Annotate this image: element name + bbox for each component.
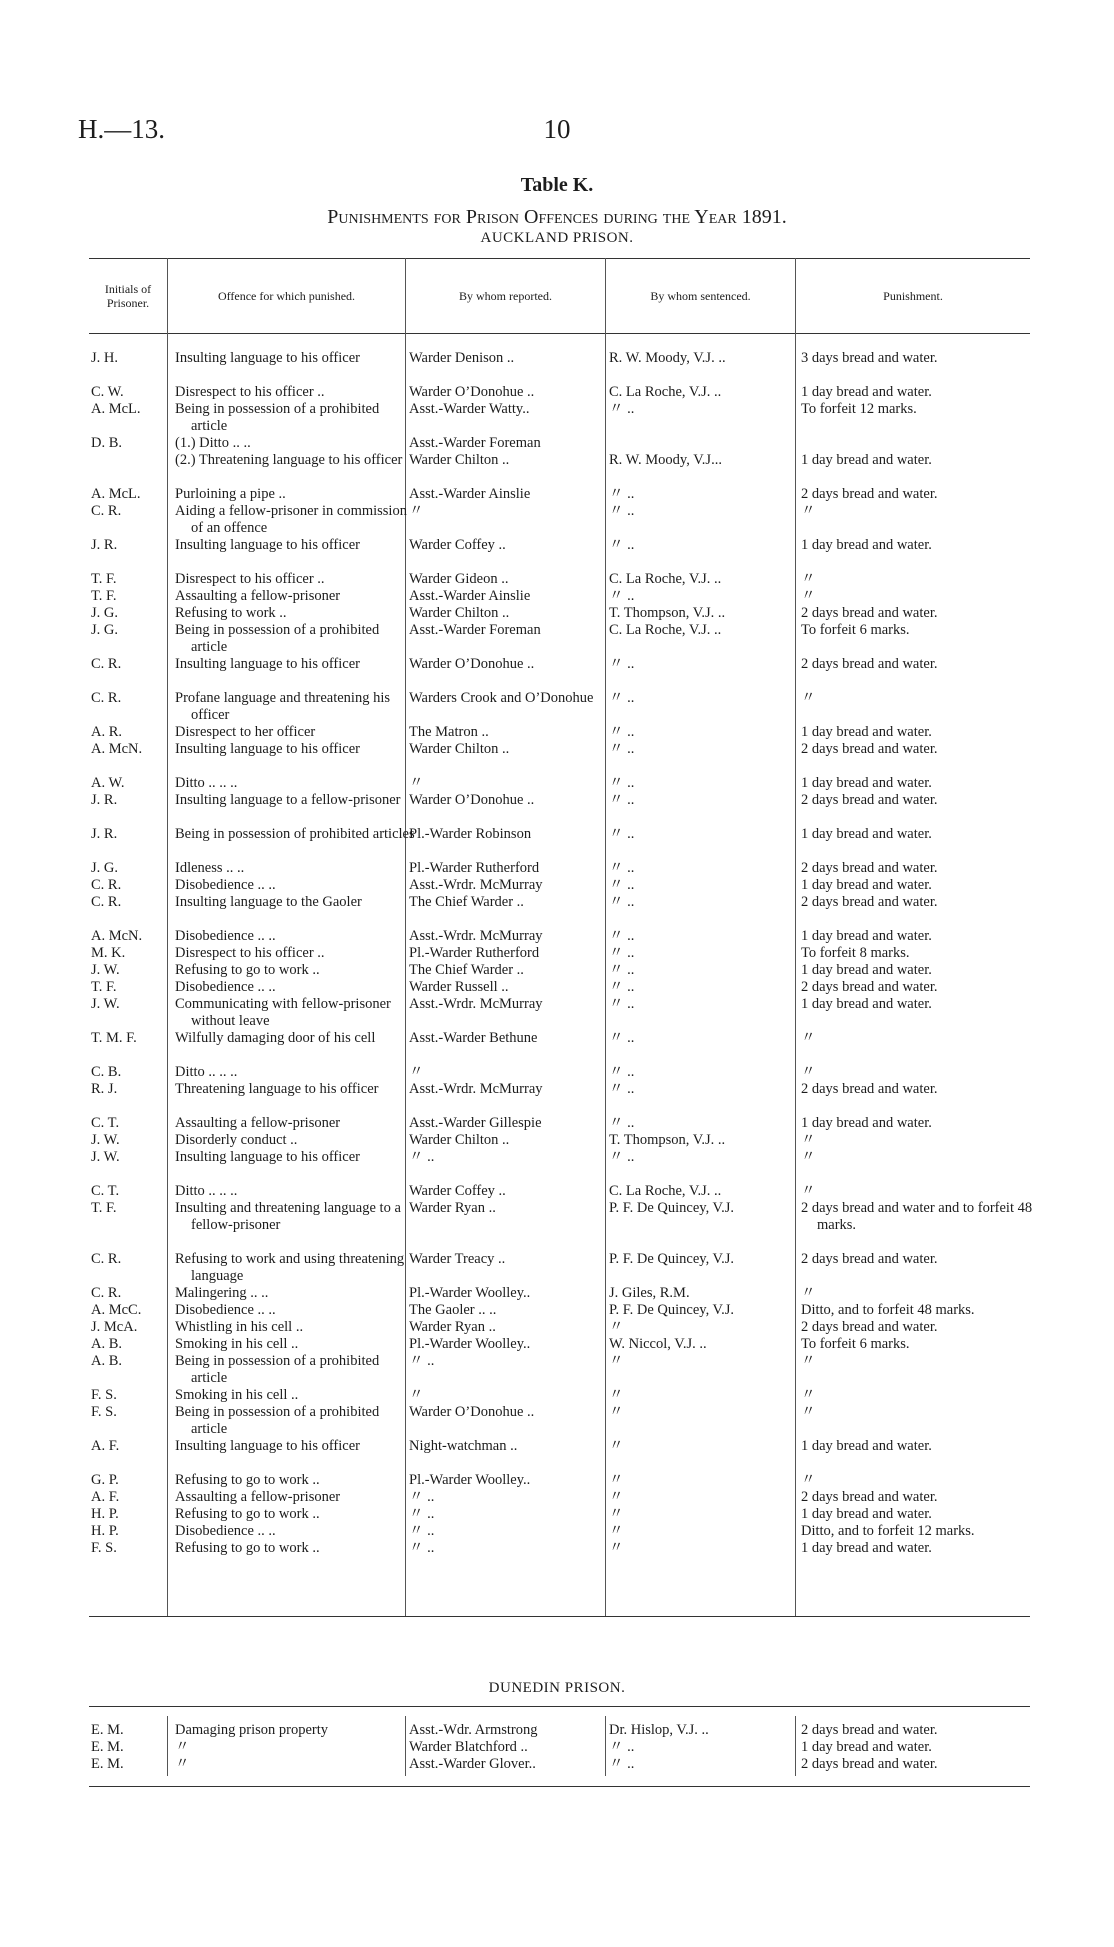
cell-reported-by: 〃 .. bbox=[409, 1523, 435, 1539]
cell-punishment: 1 day bread and water. bbox=[801, 452, 932, 468]
cell-initials: J. R. bbox=[91, 537, 118, 553]
cell-offence: Profane language and threatening his officer bbox=[175, 690, 391, 723]
cell-sentenced-by: R. W. Moody, V.J... bbox=[609, 452, 722, 468]
cell-initials: J. G. bbox=[91, 860, 118, 876]
cell-sentenced-by: 〃 bbox=[609, 1489, 624, 1505]
cell-offence: Disobedience .. .. bbox=[175, 928, 276, 944]
cell-offence: Smoking in his cell .. bbox=[175, 1387, 299, 1403]
cell-initials: T. F. bbox=[91, 1200, 117, 1216]
cell-reported-by: Pl.-Warder Rutherford bbox=[409, 945, 540, 961]
cell-initials: C. R. bbox=[91, 656, 122, 672]
cell-punishment: 2 days bread and water. bbox=[801, 741, 938, 757]
cell-punishment: 〃 bbox=[801, 1064, 816, 1080]
table-title: Table K. bbox=[520, 174, 594, 196]
cell-punishment: To forfeit 12 marks. bbox=[801, 401, 917, 417]
cell-offence: Assaulting a fellow-prisoner bbox=[175, 588, 341, 604]
cell-sentenced-by: 〃 .. bbox=[609, 503, 635, 519]
cell-punishment: 〃 bbox=[801, 571, 816, 587]
cell-punishment: 1 day bread and water. bbox=[801, 1438, 932, 1454]
cell-initials: E. M. bbox=[91, 1722, 124, 1738]
cell-initials: M. K. bbox=[91, 945, 126, 961]
header-reported: By whom reported. bbox=[459, 288, 552, 303]
cell-reported-by: Warder O’Donohue .. bbox=[409, 656, 535, 672]
cell-punishment: 1 day bread and water. bbox=[801, 724, 932, 740]
cell-offence: Insulting language to a fellow-prisoner bbox=[175, 792, 401, 808]
dunedin-table bbox=[89, 1706, 1030, 1790]
cell-sentenced-by: 〃 .. bbox=[609, 996, 635, 1012]
cell-offence: Assaulting a fellow-prisoner bbox=[175, 1489, 341, 1505]
cell-punishment: 〃 bbox=[801, 1404, 816, 1420]
cell-initials: J. R. bbox=[91, 792, 118, 808]
cell-sentenced-by: 〃 .. bbox=[609, 724, 635, 740]
cell-sentenced-by: 〃 .. bbox=[609, 928, 635, 944]
cell-punishment: 〃 bbox=[801, 1387, 816, 1403]
cell-offence: Ditto .. .. .. bbox=[175, 1183, 238, 1199]
cell-reported-by: Warder Gideon .. bbox=[409, 571, 509, 587]
cell-sentenced-by: 〃 .. bbox=[609, 792, 635, 808]
cell-offence: Being in possession of prohibited articles bbox=[175, 826, 415, 842]
cell-punishment: 2 days bread and water. bbox=[801, 894, 938, 910]
cell-initials: C. R. bbox=[91, 1251, 122, 1267]
cell-punishment: 1 day bread and water. bbox=[801, 1739, 932, 1755]
cell-reported-by: 〃 .. bbox=[409, 1353, 435, 1369]
header-offence: Offence for which punished. bbox=[217, 288, 356, 303]
cell-reported-by: Pl.-Warder Woolley.. bbox=[409, 1472, 531, 1488]
cell-reported-by: 〃 .. bbox=[409, 1540, 435, 1556]
cell-initials: F. S. bbox=[91, 1540, 117, 1556]
cell-punishment: Ditto, and to forfeit 12 marks. bbox=[801, 1523, 975, 1539]
auckland-table bbox=[89, 258, 1033, 1618]
cell-offence: Insulting language to his officer bbox=[175, 741, 360, 757]
cell-initials: C. R. bbox=[91, 894, 122, 910]
cell-initials: T. F. bbox=[91, 979, 117, 995]
cell-punishment: 1 day bread and water. bbox=[801, 384, 932, 400]
cell-reported-by: Asst.-Wrdr. McMurray bbox=[409, 996, 543, 1012]
cell-initials: R. J. bbox=[91, 1081, 118, 1097]
cell-punishment: 2 days bread and water. bbox=[801, 1081, 938, 1097]
cell-initials: J. W. bbox=[91, 962, 120, 978]
cell-punishment: 1 day bread and water. bbox=[801, 1506, 932, 1522]
cell-offence: Aiding a fellow-prisoner in commission of an offence bbox=[175, 503, 407, 536]
cell-initials: F. S. bbox=[91, 1387, 117, 1403]
cell-reported-by: The Chief Warder .. bbox=[409, 962, 524, 978]
cell-initials: J. McA. bbox=[91, 1319, 138, 1335]
cell-sentenced-by: 〃 .. bbox=[609, 401, 635, 417]
cell-offence: Ditto .. .. .. bbox=[175, 1064, 238, 1080]
cell-sentenced-by: C. La Roche, V.J. .. bbox=[609, 384, 722, 400]
cell-initials: D. B. bbox=[91, 435, 123, 451]
cell-punishment: 〃 bbox=[801, 503, 816, 519]
cell-sentenced-by: 〃 .. bbox=[609, 656, 635, 672]
cell-offence: Being in possession of a prohibited article bbox=[175, 1404, 380, 1437]
cell-offence: Wilfully damaging door of his cell bbox=[175, 1030, 376, 1046]
cell-reported-by: Asst.-Warder Bethune bbox=[409, 1030, 538, 1046]
cell-offence: Disrespect to his officer .. bbox=[175, 571, 325, 587]
cell-initials: A. McC. bbox=[91, 1302, 142, 1318]
cell-punishment: 〃 bbox=[801, 1353, 816, 1369]
cell-initials: C. R. bbox=[91, 877, 122, 893]
cell-punishment: 〃 bbox=[801, 1183, 816, 1199]
cell-punishment: 2 days bread and water. bbox=[801, 1489, 938, 1505]
cell-reported-by: 〃 bbox=[409, 1064, 424, 1080]
cell-initials: C. T. bbox=[91, 1183, 120, 1199]
cell-sentenced-by: 〃 .. bbox=[609, 690, 635, 706]
cell-sentenced-by: T. Thompson, V.J. .. bbox=[609, 605, 726, 621]
cell-reported-by: 〃 bbox=[409, 503, 424, 519]
cell-punishment: 2 days bread and water. bbox=[801, 1722, 938, 1738]
cell-offence: Insulting and threatening language to a fellow-prisoner bbox=[175, 1200, 401, 1233]
cell-sentenced-by: 〃 .. bbox=[609, 894, 635, 910]
cell-initials: A. McN. bbox=[91, 741, 143, 757]
cell-initials: A. W. bbox=[91, 775, 125, 791]
cell-sentenced-by: T. Thompson, V.J. .. bbox=[609, 1132, 726, 1148]
cell-initials: J. R. bbox=[91, 826, 118, 842]
cell-reported-by: 〃 .. bbox=[409, 1506, 435, 1522]
cell-punishment: 2 days bread and water. bbox=[801, 1319, 938, 1335]
cell-reported-by: Warder Ryan .. bbox=[409, 1319, 496, 1335]
cell-sentenced-by: 〃 bbox=[609, 1387, 624, 1403]
cell-sentenced-by: 〃 .. bbox=[609, 1739, 635, 1755]
page-number: 10 bbox=[543, 114, 571, 144]
cell-sentenced-by: 〃 .. bbox=[609, 1064, 635, 1080]
cell-reported-by: Asst.-Wdr. Armstrong bbox=[409, 1722, 538, 1738]
cell-reported-by: The Matron .. bbox=[409, 724, 489, 740]
cell-punishment: 〃 bbox=[801, 1472, 816, 1488]
cell-sentenced-by: 〃 .. bbox=[609, 486, 635, 502]
cell-offence: Malingering .. .. bbox=[175, 1285, 269, 1301]
cell-sentenced-by: 〃 .. bbox=[609, 1149, 635, 1165]
cell-punishment: 〃 bbox=[801, 1285, 816, 1301]
page-header bbox=[0, 114, 1114, 154]
cell-reported-by: Asst.-Warder Foreman bbox=[409, 622, 541, 638]
cell-punishment: 1 day bread and water. bbox=[801, 537, 932, 553]
cell-initials: G. P. bbox=[91, 1472, 119, 1488]
cell-reported-by: Asst.-Warder Ainslie bbox=[409, 588, 531, 604]
cell-sentenced-by: 〃 .. bbox=[609, 775, 635, 791]
cell-offence: Damaging prison property bbox=[175, 1722, 329, 1738]
cell-punishment: 1 day bread and water. bbox=[801, 775, 932, 791]
cell-initials: C. R. bbox=[91, 1285, 122, 1301]
cell-initials: A. F. bbox=[91, 1489, 120, 1505]
cell-offence: Refusing to go to work .. bbox=[175, 962, 320, 978]
cell-sentenced-by: 〃 .. bbox=[609, 1081, 635, 1097]
cell-reported-by: 〃 .. bbox=[409, 1489, 435, 1505]
cell-reported-by: The Gaoler .. .. bbox=[409, 1302, 497, 1318]
cell-offence: Disobedience .. .. bbox=[175, 1523, 276, 1539]
cell-sentenced-by: 〃 .. bbox=[609, 962, 635, 978]
cell-initials: C. R. bbox=[91, 690, 122, 706]
cell-reported-by: Warder Ryan .. bbox=[409, 1200, 496, 1216]
cell-punishment: 〃 bbox=[801, 1132, 816, 1148]
cell-initials: T. F. bbox=[91, 588, 117, 604]
cell-offence: Disobedience .. .. bbox=[175, 979, 276, 995]
cell-punishment: 1 day bread and water. bbox=[801, 877, 932, 893]
cell-reported-by: Night-watchman .. bbox=[409, 1438, 518, 1454]
cell-offence: Insulting language to his officer bbox=[175, 656, 360, 672]
cell-punishment: 1 day bread and water. bbox=[801, 1540, 932, 1556]
cell-reported-by: Warder Coffey .. bbox=[409, 537, 506, 553]
cell-reported-by: Asst.-Warder Gillespie bbox=[409, 1115, 542, 1131]
cell-initials: A. F. bbox=[91, 1438, 120, 1454]
cell-offence: 〃 bbox=[175, 1739, 190, 1755]
cell-sentenced-by: 〃 .. bbox=[609, 588, 635, 604]
header-punishment: Punishment. bbox=[883, 288, 943, 303]
cell-offence: Disrespect to his officer .. bbox=[175, 945, 325, 961]
cell-offence: Disrespect to his officer .. bbox=[175, 384, 325, 400]
cell-reported-by: Pl.-Warder Robinson bbox=[409, 826, 532, 842]
cell-reported-by: Warder Blatchford .. bbox=[409, 1739, 528, 1755]
cell-sentenced-by: 〃 .. bbox=[609, 1030, 635, 1046]
cell-punishment: To forfeit 6 marks. bbox=[801, 1336, 910, 1352]
cell-sentenced-by: C. La Roche, V.J. .. bbox=[609, 622, 722, 638]
cell-offence: Being in possession of a prohibited article bbox=[175, 1353, 380, 1386]
cell-sentenced-by: W. Niccol, V.J. .. bbox=[609, 1336, 707, 1352]
cell-reported-by: 〃 bbox=[409, 1387, 424, 1403]
cell-initials: H. P. bbox=[91, 1523, 119, 1539]
cell-offence: (1.) Ditto .. .. bbox=[175, 435, 251, 451]
cell-sentenced-by: 〃 bbox=[609, 1353, 624, 1369]
cell-punishment: 〃 bbox=[801, 588, 816, 604]
cell-initials: C. W. bbox=[91, 384, 124, 400]
cell-reported-by: Warder O’Donohue .. bbox=[409, 792, 535, 808]
header-initials: Initials of Prisoner. bbox=[104, 281, 152, 310]
cell-offence: Communicating with fellow-prisoner without leave bbox=[175, 996, 391, 1029]
cell-reported-by: Asst.-Warder Glover.. bbox=[409, 1756, 536, 1772]
cell-sentenced-by: 〃 .. bbox=[609, 860, 635, 876]
cell-offence: Disorderly conduct .. bbox=[175, 1132, 298, 1148]
cell-punishment: 〃 bbox=[801, 690, 816, 706]
cell-reported-by: Warder O’Donohue .. bbox=[409, 384, 535, 400]
cell-punishment: 2 days bread and water. bbox=[801, 1251, 938, 1267]
cell-sentenced-by: 〃 bbox=[609, 1472, 624, 1488]
cell-offence: Threatening language to his officer bbox=[175, 1081, 379, 1097]
cell-punishment: 2 days bread and water. bbox=[801, 792, 938, 808]
cell-reported-by: Warder O’Donohue .. bbox=[409, 1404, 535, 1420]
cell-initials: C. T. bbox=[91, 1115, 120, 1131]
cell-punishment: 1 day bread and water. bbox=[801, 1115, 932, 1131]
cell-reported-by: The Chief Warder .. bbox=[409, 894, 524, 910]
cell-sentenced-by: 〃 .. bbox=[609, 1115, 635, 1131]
cell-sentenced-by: 〃 .. bbox=[609, 741, 635, 757]
cell-offence: Smoking in his cell .. bbox=[175, 1336, 299, 1352]
cell-offence: Disobedience .. .. bbox=[175, 877, 276, 893]
cell-offence: Disrespect to her officer bbox=[175, 724, 316, 740]
cell-initials: A. McN. bbox=[91, 928, 143, 944]
cell-initials: J. G. bbox=[91, 622, 118, 638]
cell-reported-by: Asst.-Warder Foreman bbox=[409, 435, 541, 451]
cell-initials: A. McL. bbox=[91, 486, 141, 502]
cell-offence: Refusing to go to work .. bbox=[175, 1506, 320, 1522]
cell-punishment: 2 days bread and water. bbox=[801, 656, 938, 672]
cell-offence: Purloining a pipe .. bbox=[175, 486, 286, 502]
cell-initials: A. B. bbox=[91, 1353, 123, 1369]
cell-sentenced-by: C. La Roche, V.J. .. bbox=[609, 571, 722, 587]
cell-offence: Refusing to go to work .. bbox=[175, 1540, 320, 1556]
cell-punishment: 1 day bread and water. bbox=[801, 962, 932, 978]
cell-punishment: 2 days bread and water. bbox=[801, 605, 938, 621]
cell-offence: Insulting language to his officer bbox=[175, 350, 360, 366]
cell-reported-by: Warder Russell .. bbox=[409, 979, 509, 995]
cell-reported-by: Pl.-Warder Rutherford bbox=[409, 860, 540, 876]
cell-reported-by: Warder Denison .. bbox=[409, 350, 515, 366]
cell-sentenced-by: 〃 bbox=[609, 1319, 624, 1335]
cell-offence: Insulting language to his officer bbox=[175, 1149, 360, 1165]
cell-punishment: Ditto, and to forfeit 48 marks. bbox=[801, 1302, 975, 1318]
cell-initials: A. R. bbox=[91, 724, 123, 740]
cell-initials: A. McL. bbox=[91, 401, 141, 417]
cell-sentenced-by: C. La Roche, V.J. .. bbox=[609, 1183, 722, 1199]
cell-offence: Insulting language to his officer bbox=[175, 537, 360, 553]
cell-offence: Refusing to go to work .. bbox=[175, 1472, 320, 1488]
cell-initials: A. B. bbox=[91, 1336, 123, 1352]
dunedin-heading: DUNEDIN PRISON. bbox=[488, 1680, 626, 1696]
cell-offence: Disobedience .. .. bbox=[175, 1302, 276, 1318]
cell-sentenced-by: 〃 .. bbox=[609, 877, 635, 893]
cell-offence: Whistling in his cell .. bbox=[175, 1319, 304, 1335]
cell-sentenced-by: J. Giles, R.M. bbox=[609, 1285, 690, 1301]
cell-offence: Idleness .. .. bbox=[175, 860, 245, 876]
cell-punishment: 〃 bbox=[801, 1149, 816, 1165]
cell-sentenced-by: 〃 .. bbox=[609, 537, 635, 553]
cell-reported-by: 〃 bbox=[409, 775, 424, 791]
cell-sentenced-by: 〃 bbox=[609, 1404, 624, 1420]
cell-initials: E. M. bbox=[91, 1739, 124, 1755]
cell-reported-by: Warder Treacy .. bbox=[409, 1251, 506, 1267]
cell-offence: Ditto .. .. .. bbox=[175, 775, 238, 791]
cell-initials: F. S. bbox=[91, 1404, 117, 1420]
cell-initials: E. M. bbox=[91, 1756, 124, 1772]
cell-initials: T. M. F. bbox=[91, 1030, 137, 1046]
cell-reported-by: Asst.-Wrdr. McMurray bbox=[409, 877, 543, 893]
cell-punishment: 1 day bread and water. bbox=[801, 996, 932, 1012]
auckland-heading: AUCKLAND PRISON. bbox=[480, 230, 634, 246]
cell-punishment: 1 day bread and water. bbox=[801, 826, 932, 842]
cell-offence: Being in possession of a prohibited article bbox=[175, 622, 380, 655]
cell-punishment: 2 days bread and water and to forfeit 48 marks. bbox=[801, 1200, 1033, 1233]
cell-sentenced-by: 〃 bbox=[609, 1438, 624, 1454]
cell-reported-by: Asst.-Warder Ainslie bbox=[409, 486, 531, 502]
cell-offence: Assaulting a fellow-prisoner bbox=[175, 1115, 341, 1131]
cell-reported-by: Pl.-Warder Woolley.. bbox=[409, 1336, 531, 1352]
cell-sentenced-by: 〃 .. bbox=[609, 826, 635, 842]
cell-reported-by: Warder Chilton .. bbox=[409, 741, 510, 757]
cell-reported-by: Asst.-Wrdr. McMurray bbox=[409, 928, 543, 944]
cell-reported-by: 〃 .. bbox=[409, 1149, 435, 1165]
cell-offence: 〃 bbox=[175, 1756, 190, 1772]
cell-punishment: 2 days bread and water. bbox=[801, 860, 938, 876]
cell-reported-by: Warders Crook and O’Donohue bbox=[409, 690, 594, 706]
cell-offence: Insulting language to his officer bbox=[175, 1438, 360, 1454]
cell-punishment: 1 day bread and water. bbox=[801, 928, 932, 944]
cell-punishment: To forfeit 8 marks. bbox=[801, 945, 910, 961]
header-sentenced: By whom sentenced. bbox=[650, 288, 751, 303]
cell-punishment: 〃 bbox=[801, 1030, 816, 1046]
cell-punishment: To forfeit 6 marks. bbox=[801, 622, 910, 638]
cell-initials: J. H. bbox=[91, 350, 118, 366]
cell-initials: C. R. bbox=[91, 503, 122, 519]
cell-sentenced-by: P. F. De Quincey, V.J. bbox=[609, 1251, 735, 1267]
document-code: H.—13. bbox=[78, 114, 165, 144]
cell-offence: Being in possession of a prohibited article bbox=[175, 401, 380, 434]
cell-initials: H. P. bbox=[91, 1506, 119, 1522]
cell-offence: Refusing to work and using threatening language bbox=[175, 1251, 405, 1284]
cell-punishment: 2 days bread and water. bbox=[801, 486, 938, 502]
table-subtitle: Punishments for Prison Offences during the Year 1891. bbox=[327, 206, 787, 228]
cell-punishment: 2 days bread and water. bbox=[801, 979, 938, 995]
cell-sentenced-by: P. F. De Quincey, V.J. bbox=[609, 1302, 735, 1318]
cell-offence: (2.) Threatening language to his officer bbox=[175, 452, 403, 468]
cell-offence: Refusing to work .. bbox=[175, 605, 287, 621]
cell-initials: J. G. bbox=[91, 605, 118, 621]
cell-sentenced-by: 〃 bbox=[609, 1506, 624, 1522]
cell-reported-by: Pl.-Warder Woolley.. bbox=[409, 1285, 531, 1301]
cell-reported-by: Warder Chilton .. bbox=[409, 1132, 510, 1148]
cell-sentenced-by: 〃 .. bbox=[609, 945, 635, 961]
cell-initials: T. F. bbox=[91, 571, 117, 587]
cell-initials: J. W. bbox=[91, 1149, 120, 1165]
cell-punishment: 2 days bread and water. bbox=[801, 1756, 938, 1772]
cell-sentenced-by: 〃 .. bbox=[609, 1756, 635, 1772]
cell-reported-by: Warder Chilton .. bbox=[409, 452, 510, 468]
cell-sentenced-by: R. W. Moody, V.J. .. bbox=[609, 350, 726, 366]
cell-sentenced-by: 〃 .. bbox=[609, 979, 635, 995]
cell-initials: J. W. bbox=[91, 1132, 120, 1148]
cell-reported-by: Asst.-Warder Watty.. bbox=[409, 401, 530, 417]
cell-sentenced-by: 〃 bbox=[609, 1523, 624, 1539]
cell-reported-by: Warder Chilton .. bbox=[409, 605, 510, 621]
cell-sentenced-by: Dr. Hislop, V.J. .. bbox=[609, 1722, 709, 1738]
cell-reported-by: Asst.-Wrdr. McMurray bbox=[409, 1081, 543, 1097]
cell-sentenced-by: 〃 bbox=[609, 1540, 624, 1556]
cell-reported-by: Warder Coffey .. bbox=[409, 1183, 506, 1199]
cell-punishment: 3 days bread and water. bbox=[801, 350, 938, 366]
cell-offence: Insulting language to the Gaoler bbox=[175, 894, 362, 910]
cell-initials: J. W. bbox=[91, 996, 120, 1012]
cell-initials: C. B. bbox=[91, 1064, 122, 1080]
cell-sentenced-by: P. F. De Quincey, V.J. bbox=[609, 1200, 735, 1216]
